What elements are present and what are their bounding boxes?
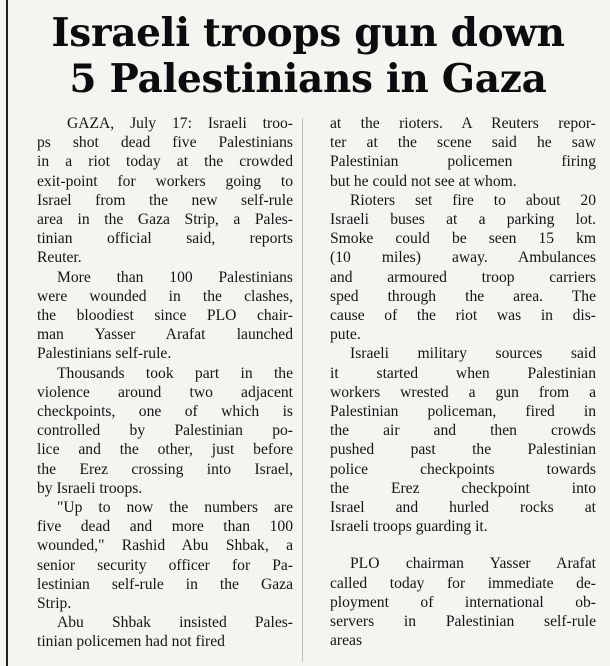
column-divider — [302, 118, 303, 662]
text-line: servers in Palestinian self-rule — [330, 613, 596, 631]
text-line: violence around two adjacent — [37, 383, 293, 401]
text-line: the air and then crowds — [330, 422, 596, 440]
text-line: called today for immediate de- — [330, 574, 596, 592]
text-line: Israeli troops guarding it. — [330, 518, 488, 536]
text-line: Strip. — [37, 595, 72, 613]
headline-line-2: 5 Palestinians in Gaza — [69, 56, 547, 102]
text-line: Israel from the new self-rule — [37, 191, 293, 209]
text-line: police checkpoints towards — [330, 460, 596, 478]
text-line: pushed past the Palestinian — [330, 441, 596, 459]
article-paragraph — [17, 613, 293, 651]
text-line: Rioters set fire to about 20 — [350, 191, 596, 209]
text-line: Smoke could be seen 15 km — [330, 230, 596, 248]
text-line: wounded," Rashid Abu Shbak, a — [37, 537, 293, 555]
text-line: Thousands took part in the — [57, 364, 293, 382]
text-line: were wounded in the clashes, — [37, 287, 293, 305]
text-line: Israel and hurled rocks at — [330, 499, 596, 517]
text-line: Reuter. — [37, 249, 82, 267]
text-line: lice and the other, just before — [37, 441, 293, 459]
text-line: and armoured troop carriers — [330, 268, 596, 286]
article-column-left — [17, 114, 293, 652]
text-line: checkpoints, one of which is — [37, 403, 293, 421]
clipping-edge-rule — [6, 0, 8, 666]
text-line: the bloodiest since PLO chair- — [37, 307, 293, 325]
text-line: GAZA, July 17: Israeli troo- — [67, 115, 293, 132]
text-line: More than 100 Palestinians — [57, 268, 293, 286]
text-line: five dead and more than 100 — [37, 518, 293, 536]
text-line: senior security officer for Pa- — [37, 556, 293, 574]
article-paragraph — [17, 114, 293, 268]
text-line: Palestinians self-rule. — [37, 345, 172, 363]
text-line: workers wrested a gun from a — [330, 383, 596, 401]
text-line: ps shot dead five Palestinians — [37, 134, 293, 152]
text-line: Palestinian policeman, fired in — [330, 403, 596, 421]
text-line: ter at the scene said he saw — [330, 134, 596, 152]
text-line: cause of the riot was in dis- — [330, 307, 596, 325]
text-line: sped through the area. The — [330, 287, 596, 305]
text-line: it started when Palestinian — [330, 364, 596, 382]
text-line: by Israeli troops. — [37, 479, 143, 497]
text-line: PLO chairman Yasser Arafat — [350, 555, 596, 573]
article-paragraph — [310, 114, 596, 191]
text-line: exit-point for workers going to — [37, 172, 293, 190]
text-line: Israeli buses at a parking lot. — [330, 211, 596, 229]
article-paragraph — [17, 498, 293, 613]
text-line: the Erez crossing into Israel, — [37, 460, 293, 478]
article-paragraph — [310, 554, 596, 650]
text-line: tinian policemen had not fired — [37, 633, 225, 651]
article-paragraph — [17, 268, 293, 364]
text-line: Palestinian policemen firing — [330, 153, 596, 171]
article-paragraph — [310, 344, 596, 536]
text-line: but he could not see at whom. — [330, 172, 517, 190]
text-line: ployment of international ob- — [330, 593, 596, 611]
text-line: Israeli military sources said — [350, 345, 596, 363]
text-line: "Up to now the numbers are — [57, 499, 293, 517]
text-line: the Erez checkpoint into — [330, 479, 596, 497]
text-line: man Yasser Arafat launched — [37, 326, 293, 344]
text-line: controlled by Palestinian po- — [37, 422, 293, 440]
text-line: area in the Gaza Strip, a Pales- — [37, 211, 293, 229]
headline — [10, 10, 606, 102]
text-line: areas — [330, 632, 363, 650]
article-paragraph — [17, 364, 293, 498]
text-line: (10 miles) away. Ambulances — [330, 249, 596, 267]
article-paragraph — [310, 191, 596, 345]
headline-line-1: Israeli troops gun down — [51, 10, 565, 56]
text-line: lestinian self-rule in the Gaza — [37, 575, 293, 593]
paragraph-gap — [310, 536, 596, 554]
text-line: tinian official said, reports — [37, 230, 293, 248]
text-line: at the rioters. A Reuters repor- — [330, 115, 596, 132]
text-line: in a riot today at the crowded — [37, 153, 293, 171]
text-line: pute. — [330, 326, 361, 344]
article-column-right — [310, 114, 596, 650]
text-line: Abu Shbak insisted Pales- — [57, 614, 293, 632]
